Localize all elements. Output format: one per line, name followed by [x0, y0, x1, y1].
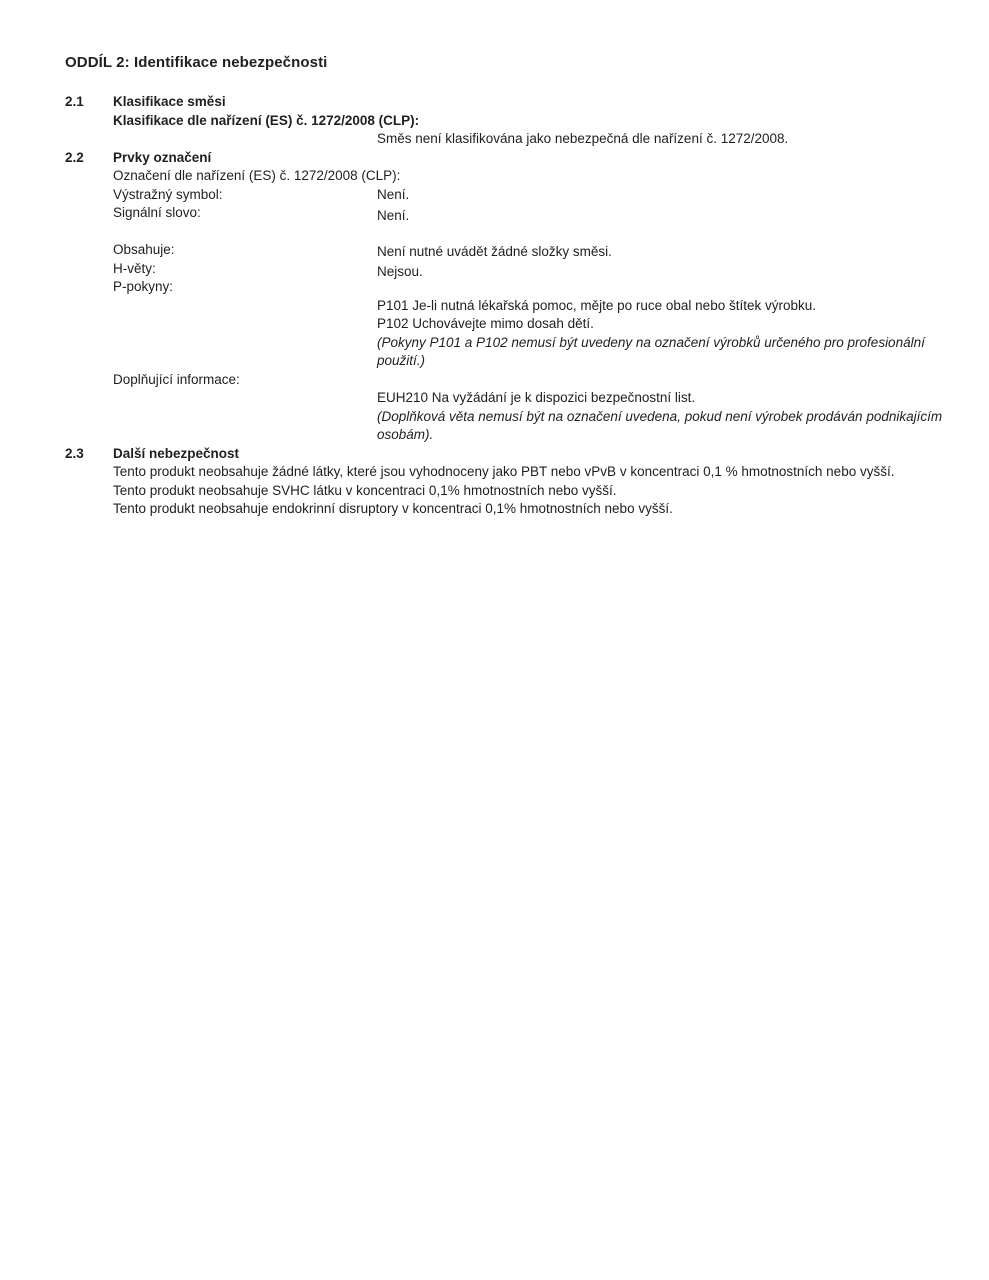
other-hazards-row-2	[65, 482, 929, 501]
signal-word-value: Není.	[377, 208, 410, 223]
classification-regulation-label: Klasifikace dle nařízení (ES) č. 1272/2008 (CLP):	[113, 112, 420, 128]
classification-regulation-row	[65, 112, 929, 131]
euh-note-row-1	[65, 408, 943, 427]
other-hazards-row-3	[65, 500, 929, 519]
classification-statement: Směs není klasifikována jako nebezpečná dle nařízení č. 1272/2008.	[377, 131, 789, 146]
warning-symbol-label: Výstražný symbol:	[113, 186, 223, 202]
subsection-title: Další nebezpečnost	[113, 445, 240, 461]
subsection-title: Klasifikace směsi	[113, 94, 226, 109]
signal-word-label: Signální slovo:	[113, 205, 201, 220]
other-hazards-statement: Tento produkt neobsahuje endokrinní disruptory v koncentraci 0,1% hmotnostních nebo vyšší.	[113, 501, 673, 516]
subsection-number: 2.3	[65, 445, 84, 461]
h-statements-value: Nejsou.	[377, 263, 423, 279]
p-note-row-1	[65, 334, 929, 353]
p101-row	[65, 297, 929, 316]
other-hazards-statement: Tento produkt neobsahuje žádné látky, které jsou vyhodnoceny jako PBT nebo vPvB v koncentraci 0,1 % hmotnostních nebo vyšší.	[113, 464, 895, 479]
warning-symbol-value: Není.	[377, 186, 410, 202]
subsection-number: 2.1	[65, 94, 84, 109]
euh-note-row-2	[65, 426, 929, 445]
section-header: ODDÍL 2: Identifikace nebezpečnosti	[65, 54, 328, 71]
contains-label: Obsahuje:	[113, 242, 175, 257]
subsection-2-3-heading-row	[65, 445, 929, 464]
p-note-line: (Pokyny P101 a P102 nemusí být uvedeny na označení výrobků určeného pro profesionální	[377, 334, 925, 350]
p-note-row-2	[65, 352, 929, 371]
other-hazards-row-1	[65, 463, 929, 482]
contains-value: Není nutné uvádět žádné složky směsi.	[377, 244, 612, 259]
euh-note-line: osobám).	[377, 427, 434, 442]
label-regulation-row	[65, 167, 929, 186]
p101-statement: P101 Je-li nutná lékařská pomoc, mějte po ruce obal nebo štítek výrobku.	[377, 297, 816, 313]
supplementary-row	[65, 371, 929, 390]
euh210-row	[65, 389, 929, 408]
subsection-number: 2.2	[65, 149, 84, 165]
p102-statement: P102 Uchovávejte mimo dosah dětí.	[377, 316, 594, 331]
classification-statement-row	[65, 130, 929, 149]
section-2-content	[65, 53, 943, 519]
p-note-line: použití.)	[377, 353, 426, 368]
warning-symbol-row	[65, 186, 929, 205]
other-hazards-statement: Tento produkt neobsahuje SVHC látku v koncentraci 0,1% hmotnostních nebo vyšší.	[113, 482, 617, 498]
signal-word-row	[65, 204, 929, 223]
p102-row	[65, 315, 929, 334]
h-statements-row	[65, 260, 929, 279]
supplementary-label: Doplňující informace:	[113, 371, 240, 387]
h-statements-label: H-věty:	[113, 260, 156, 276]
euh-note-line: (Doplňková věta nemusí být na označení uvedena, pokud není výrobek prodáván podnikajícím	[377, 408, 943, 424]
subsection-2-2-heading-row	[65, 149, 929, 168]
subsection-title: Prvky označení	[113, 149, 212, 165]
p-statements-label: P-pokyny:	[113, 279, 174, 294]
euh210-statement: EUH210 Na vyžádání je k dispozici bezpečnostní list.	[377, 390, 696, 405]
subsection-2-1-heading-row	[65, 93, 929, 112]
label-regulation-label: Označení dle nařízení (ES) č. 1272/2008 (CLP):	[113, 168, 401, 183]
contains-row	[65, 241, 929, 260]
